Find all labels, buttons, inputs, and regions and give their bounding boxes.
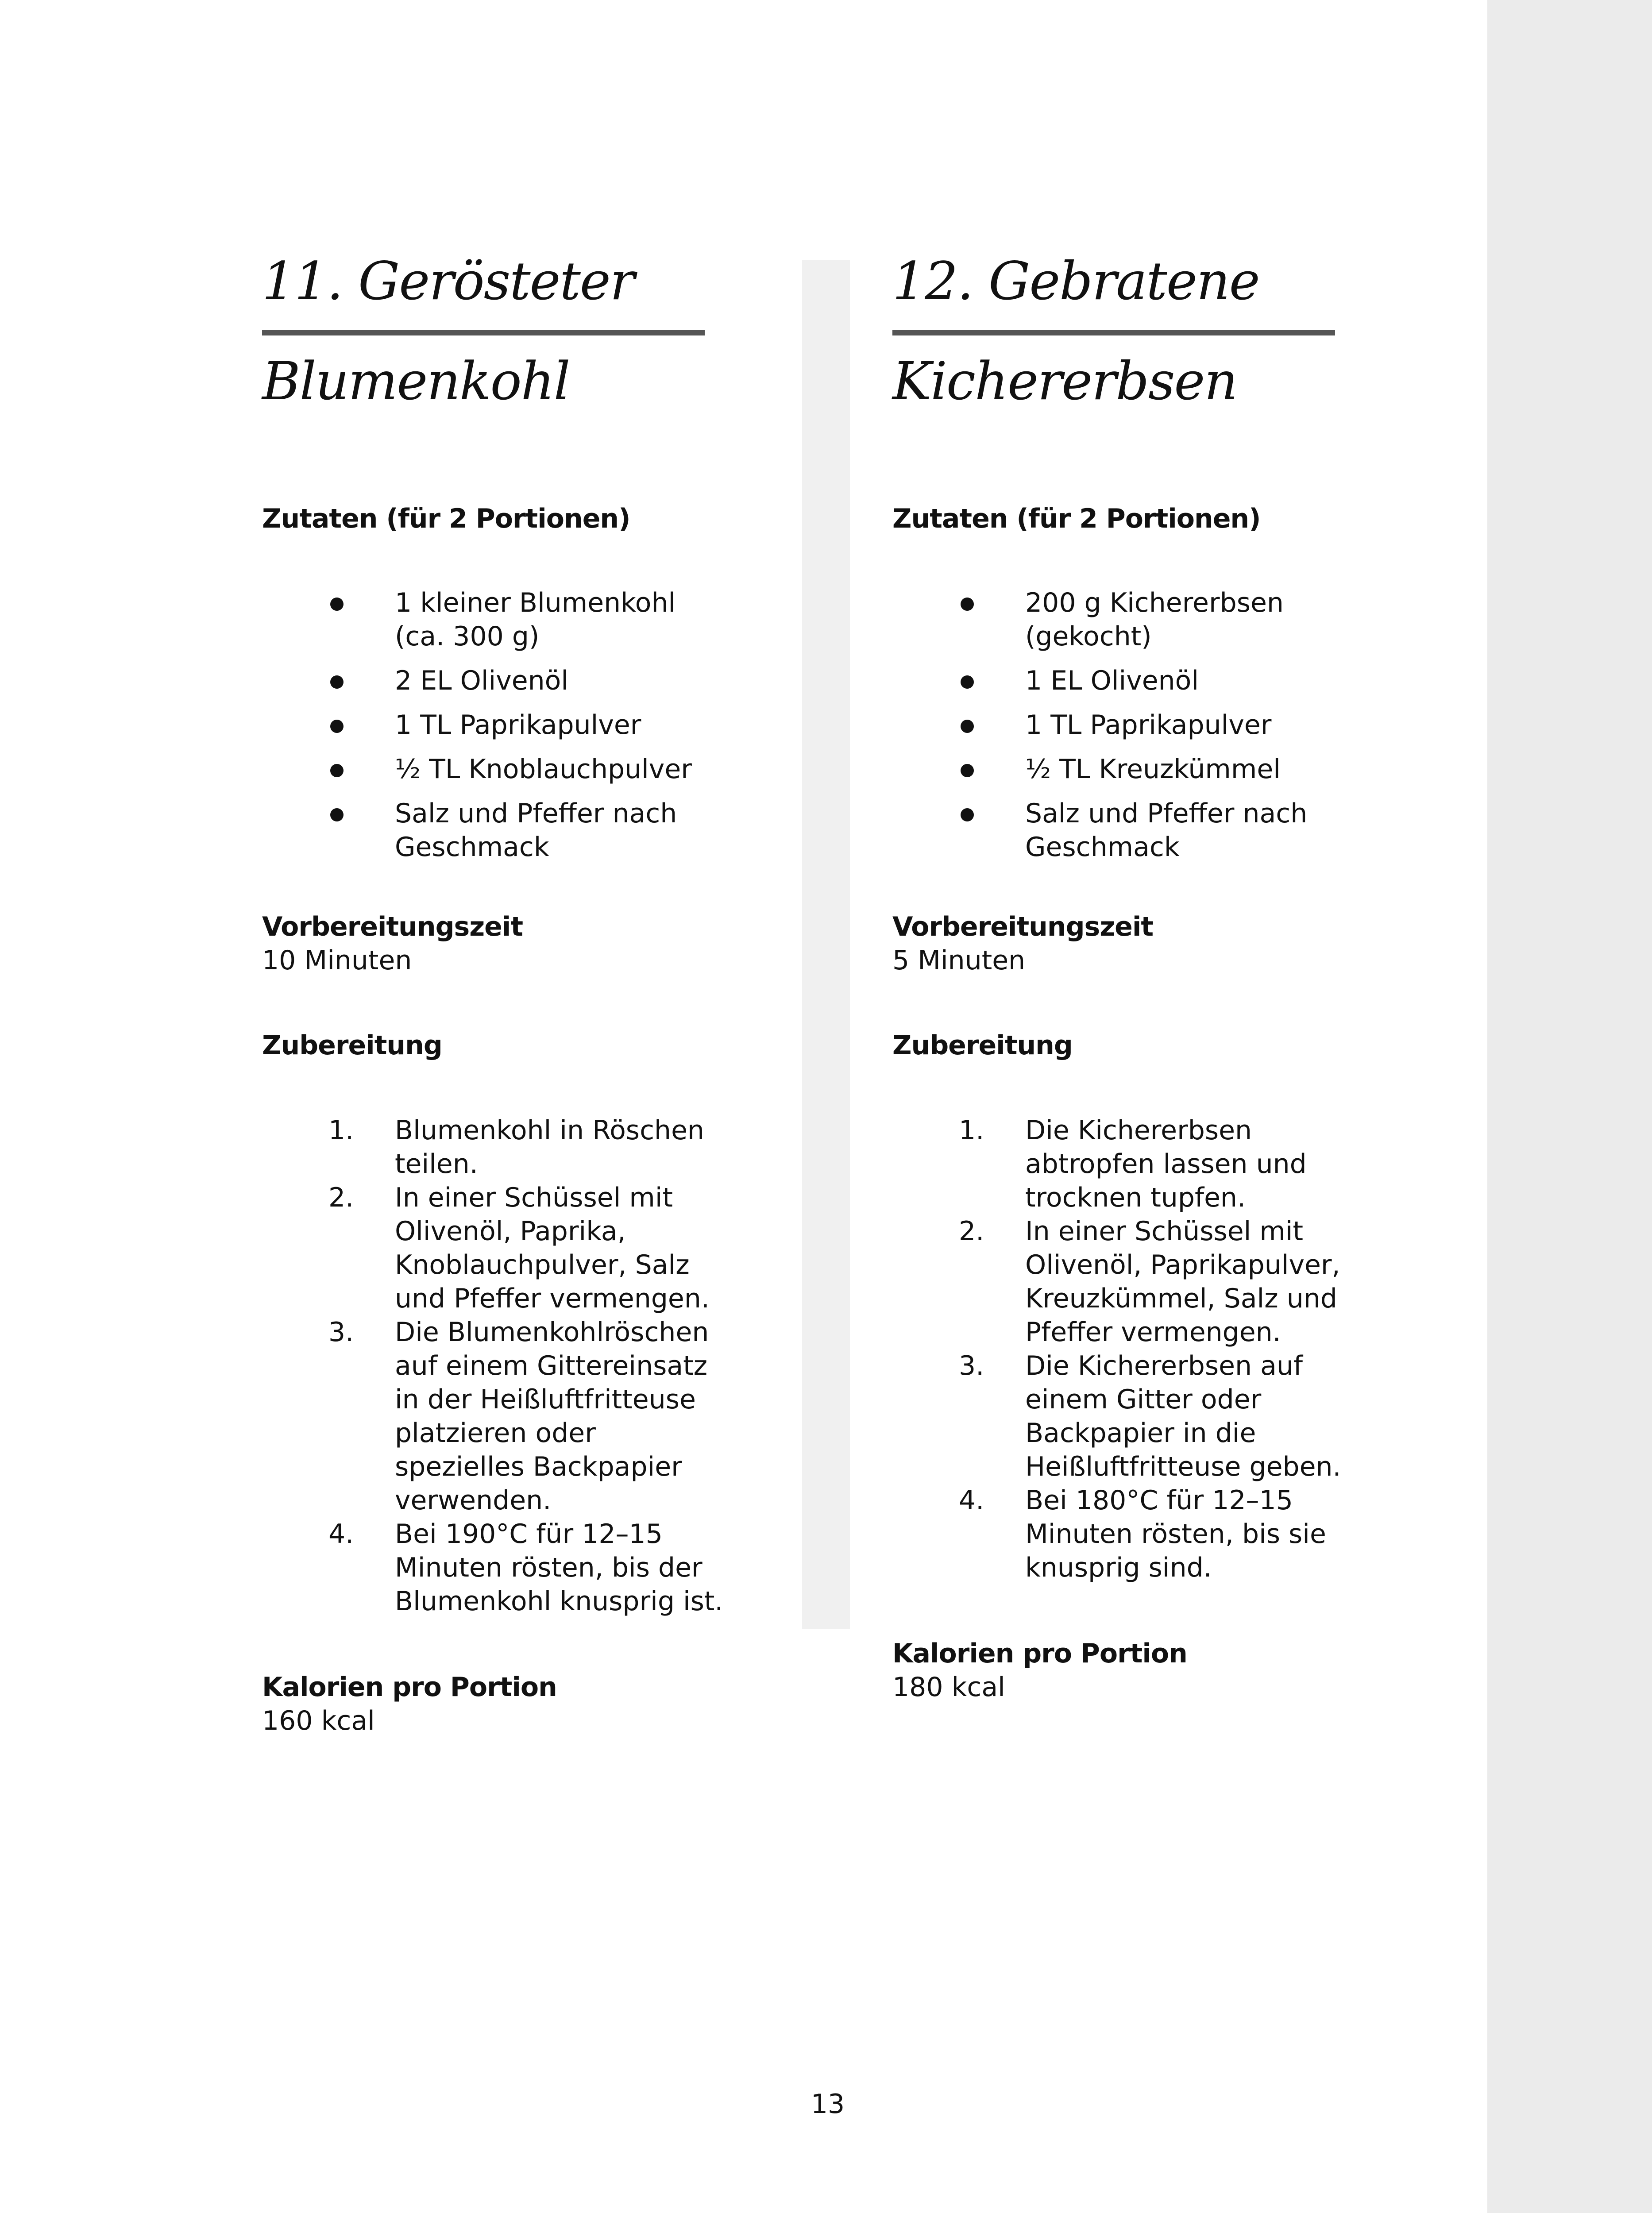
step-item (892, 1114, 1362, 1214)
bullet-icon (961, 598, 974, 611)
step-number: 3. (959, 1350, 984, 1381)
step-text: Bei 190°C für 12–15 Minuten rösten, bis der Blumenkohl knusprig ist. (395, 1519, 723, 1617)
step-item (262, 1517, 731, 1618)
recipe-title-line-1: 12. Gebratene (892, 251, 1259, 312)
bullet-icon (330, 720, 344, 733)
ingredient-text: 200 g Kichererbsen (gekocht) (1025, 587, 1284, 652)
ingredients-heading: Zutaten (für 2 Portionen) (892, 503, 1261, 534)
prep-time-value: 5 Minuten (892, 945, 1026, 976)
column-divider (802, 260, 850, 1629)
step-text: Die Kichererbsen abtropfen lassen und trocknen tupfen. (1025, 1115, 1307, 1213)
step-number: 2. (959, 1216, 984, 1247)
calories-value: 180 kcal (892, 1672, 1005, 1703)
step-item (262, 1181, 731, 1315)
prep-time-heading: Vorbereitungszeit (892, 911, 1154, 942)
ingredient-text: ½ TL Knoblauchpulver (395, 754, 692, 785)
ingredient-item (262, 586, 731, 653)
bullet-icon (961, 764, 974, 777)
calories-value: 160 kcal (262, 1705, 375, 1736)
title-underline (892, 330, 1335, 335)
bullet-icon (961, 720, 974, 733)
recipe-cauliflower (262, 248, 731, 1738)
step-number: 3. (328, 1317, 354, 1348)
ingredient-text: Salz und Pfeffer nach Geschmack (1025, 798, 1308, 863)
recipe-title-line-1: 11. Gerösteter (262, 251, 634, 312)
bullet-icon (330, 764, 344, 777)
ingredient-item (262, 797, 731, 864)
calories-heading: Kalorien pro Portion (262, 1672, 557, 1703)
ingredient-item (892, 797, 1362, 864)
steps-heading: Zubereitung (892, 1030, 1073, 1061)
ingredient-item (262, 752, 731, 786)
step-item (892, 1349, 1362, 1484)
page-side-strip (1487, 0, 1652, 2213)
step-number: 4. (328, 1519, 354, 1550)
step-text: Blumenkohl in Röschen teilen. (395, 1115, 705, 1180)
recipe-title-line-2: Blumenkohl (262, 351, 570, 412)
step-text: Die Kichererbsen auf einem Gitter oder Backpapier in die Heißluftfritteuse geben. (1025, 1350, 1341, 1482)
step-text: Bei 180°C für 12–15 Minuten rösten, bis sie knusprig sind. (1025, 1485, 1326, 1583)
step-number: 2. (328, 1182, 354, 1213)
prep-time-heading: Vorbereitungszeit (262, 911, 523, 942)
calories-heading: Kalorien pro Portion (892, 1638, 1187, 1669)
step-number: 4. (959, 1485, 984, 1516)
step-text: In einer Schüssel mit Olivenöl, Paprikapulver, Kreuzkümmel, Salz und Pfeffer vermengen. (1025, 1216, 1340, 1348)
ingredient-item (892, 752, 1362, 786)
ingredient-item (262, 664, 731, 698)
page-number: 13 (811, 2089, 845, 2120)
ingredient-text: 2 EL Olivenöl (395, 665, 569, 696)
ingredient-text: 1 kleiner Blumenkohl (ca. 300 g) (395, 587, 676, 652)
recipe-title-line-2: Kichererbsen (892, 351, 1237, 412)
ingredients-list (262, 586, 731, 864)
step-text: In einer Schüssel mit Olivenöl, Paprika, Knoblauchpulver, Salz und Pfeffer vermengen. (395, 1182, 710, 1314)
bullet-icon (330, 808, 344, 821)
ingredient-item (892, 586, 1362, 653)
steps-list (262, 1114, 731, 1618)
bullet-icon (330, 675, 344, 689)
ingredient-text: 1 TL Paprikapulver (395, 709, 641, 740)
steps-heading: Zubereitung (262, 1030, 442, 1061)
ingredient-text: Salz und Pfeffer nach Geschmack (395, 798, 677, 863)
bullet-icon (961, 675, 974, 689)
bullet-icon (961, 808, 974, 821)
ingredient-item (262, 708, 731, 742)
step-item (262, 1114, 731, 1181)
ingredient-item (892, 708, 1362, 742)
ingredient-text: 1 EL Olivenöl (1025, 665, 1199, 696)
ingredient-item (892, 664, 1362, 698)
step-number: 1. (328, 1115, 354, 1146)
ingredient-text: 1 TL Paprikapulver (1025, 709, 1272, 740)
ingredients-heading: Zutaten (für 2 Portionen) (262, 503, 630, 534)
recipe-chickpeas (892, 248, 1362, 1704)
ingredient-text: ½ TL Kreuzkümmel (1025, 754, 1281, 785)
prep-time-value: 10 Minuten (262, 945, 412, 976)
step-text: Die Blumenkohlröschen auf einem Gittereinsatz in der Heißluftfritteuse platzieren oder spezielles Backpapier verwenden. (395, 1317, 709, 1516)
step-item (892, 1484, 1362, 1585)
steps-list (892, 1114, 1362, 1585)
step-number: 1. (959, 1115, 984, 1146)
title-underline (262, 330, 705, 335)
bullet-icon (330, 598, 344, 611)
ingredients-list (892, 586, 1362, 864)
step-item (262, 1315, 731, 1517)
step-item (892, 1214, 1362, 1349)
